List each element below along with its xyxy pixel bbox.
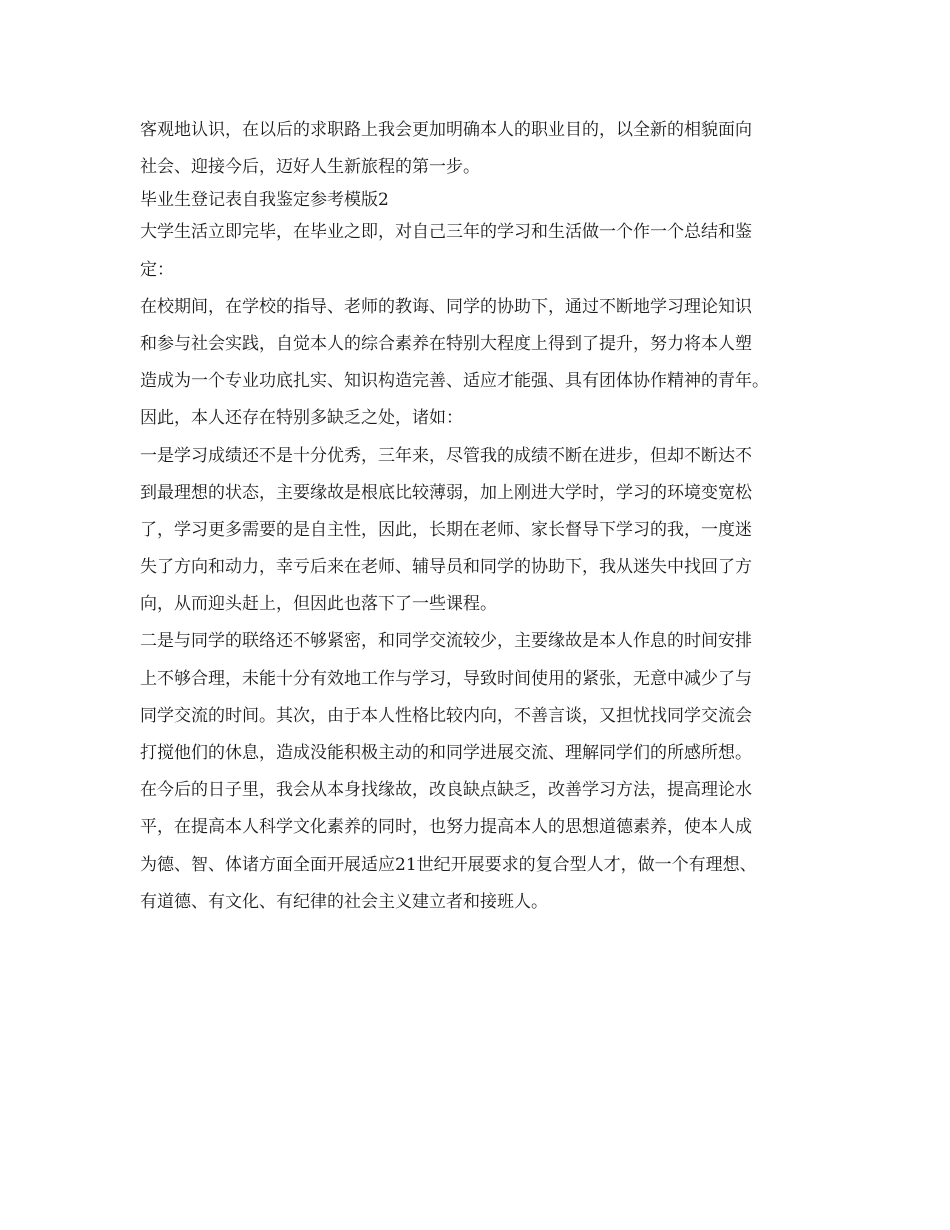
body-line: 有道德、有文化、有纪律的社会主义建立者和接班人。 bbox=[140, 891, 548, 912]
body-line: 了，学习更多需要的是自主性，因此，长期在老师、家长督导下学习的我，一度迷 bbox=[140, 519, 752, 540]
body-line: 和参与社会实践，自觉本人的综合素养在特别大程度上得到了提升，努力将本人塑 bbox=[140, 333, 752, 354]
body-line: 大学生活立即完毕，在毕业之即，对自己三年的学习和生活做一个作一个总结和鉴 bbox=[140, 222, 752, 243]
body-line: 同学交流的时间。其次，由于本人性格比较内向，不善言谈，又担忧找同学交流会 bbox=[140, 705, 752, 726]
document-body bbox=[140, 112, 840, 921]
body-line: 客观地认识，在以后的求职路上我会更加明确本人的职业目的，以全新的相貌面向 bbox=[140, 120, 752, 140]
body-line: 造成为一个专业功底扎实、知识构造完善、适应才能强、具有团体协作精神的青年。 bbox=[140, 371, 769, 392]
section-heading: 毕业生登记表自我鉴定参考模版2 bbox=[140, 190, 389, 211]
body-line: 向，从而迎头赶上，但因此也落下了一些课程。 bbox=[140, 594, 497, 615]
body-line: 在今后的日子里，我会从本身找缘故，改良缺点缺乏，改善学习方法，提高理论水 bbox=[140, 780, 752, 801]
body-line: 为德、智、体诸方面全面开展适应21世纪开展要求的复合型人才，做一个有理想、 bbox=[140, 854, 757, 875]
body-line: 打搅他们的休息，造成没能积极主动的和同学进展交流、理解同学们的所感所想。 bbox=[140, 743, 752, 763]
body-line: 在校期间，在学校的指导、老师的教诲、同学的协助下，通过不断地学习理论知识 bbox=[140, 296, 752, 317]
body-line: 社会、迎接今后，迈好人生新旅程的第一步。 bbox=[140, 157, 480, 178]
body-line: 失了方向和动力，幸亏后来在老师、辅导员和同学的协助下，我从迷失中找回了方 bbox=[140, 557, 752, 578]
body-line: 定： bbox=[140, 259, 174, 280]
body-line: 二是与同学的联络还不够紧密，和同学交流较少，主要缘故是本人作息的时间安排 bbox=[140, 631, 752, 652]
body-line: 一是学习成绩还不是十分优秀，三年来，尽管我的成绩不断在进步，但却不断达不 bbox=[140, 445, 752, 466]
body-line: 因此，本人还存在特别多缺乏之处，诸如： bbox=[140, 408, 463, 429]
body-line: 平，在提高本人科学文化素养的同时，也努力提高本人的思想道德素养，使本人成 bbox=[140, 817, 752, 838]
body-line: 到最理想的状态，主要缘故是根底比较薄弱，加上刚进大学时，学习的环境变宽松 bbox=[140, 482, 752, 503]
body-line: 上不够合理，未能十分有效地工作与学习，导致时间使用的紧张，无意中减少了与 bbox=[140, 668, 752, 689]
